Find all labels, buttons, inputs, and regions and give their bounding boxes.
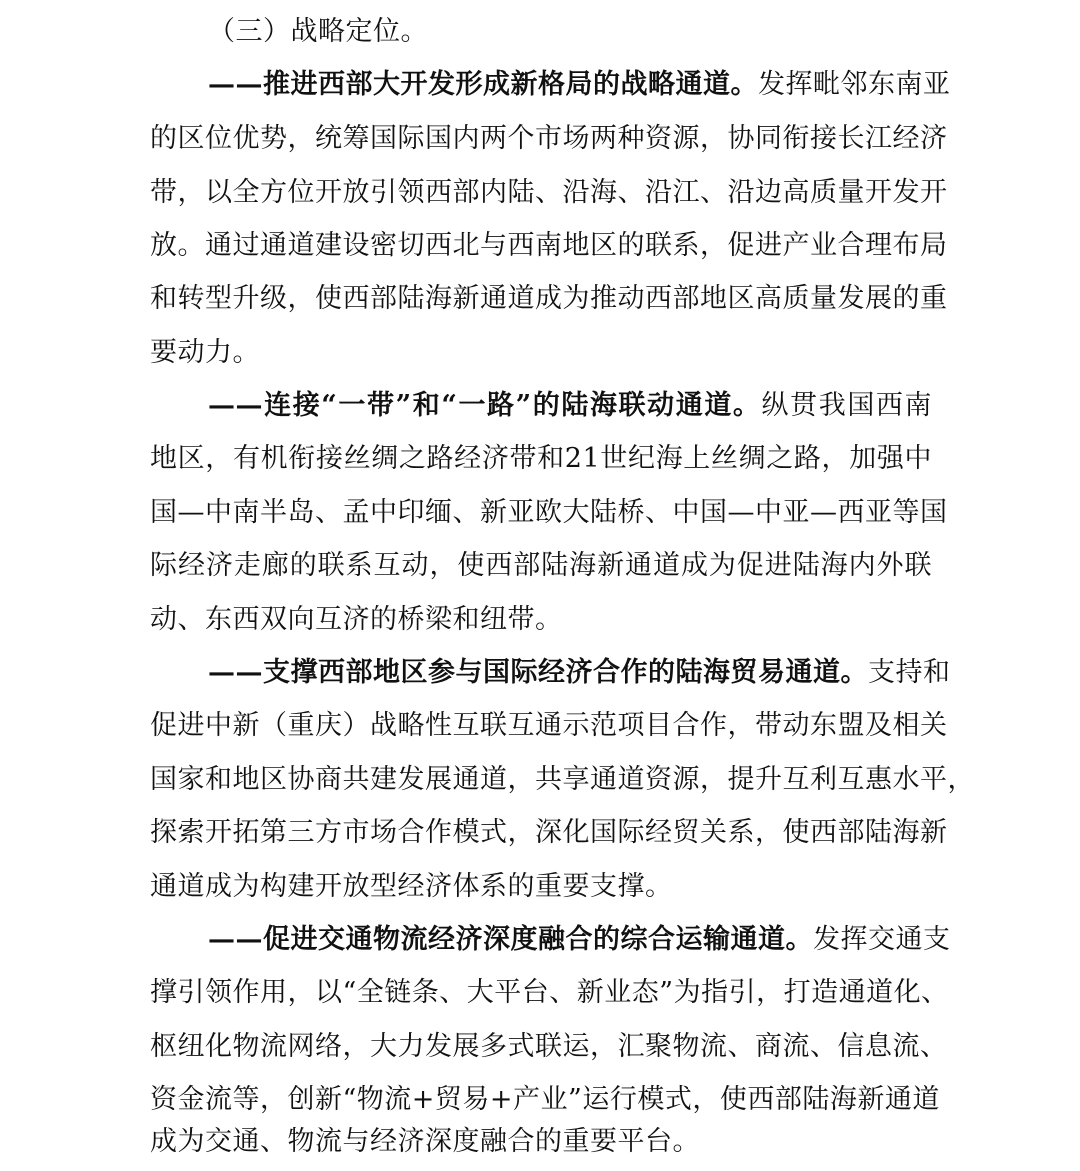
paragraph-1-first-line bbox=[208, 58, 951, 112]
paragraph-2-line: 际经济走廊的联系互动，使西部陆海新通道成为促进陆海内外联 bbox=[150, 550, 932, 581]
paragraph-2-line: 国—中南半岛、孟中印缅、新亚欧大陆桥、中国—中亚—西亚等国 bbox=[150, 497, 948, 528]
paragraph-4-lead: ——促进交通物流经济深度融合的综合运输通道。 bbox=[208, 924, 813, 955]
paragraph-4-line: 成为交通、物流与经济深度融合的重要平台。 bbox=[150, 1126, 700, 1157]
paragraph-2-first-line bbox=[208, 379, 932, 433]
paragraph-4-line: 撑引领作用，以“全链条、大平台、新业态”为指引，打造通道化、 bbox=[150, 977, 949, 1008]
paragraph-4-first-line bbox=[208, 913, 951, 967]
paragraph-3-first-line bbox=[208, 646, 951, 700]
paragraph-1-line: 的区位优势，统筹国际国内两个市场两种资源，协同衔接长江经济 bbox=[150, 123, 948, 154]
paragraph-2-first-rest: 纵贯我国西南 bbox=[761, 390, 933, 421]
paragraph-2-line: 地区，有机衔接丝绸之路经济带和21世纪海上丝绸之路，加强中 bbox=[150, 443, 932, 474]
paragraph-3-first-rest: 支持和 bbox=[868, 657, 951, 688]
paragraph-1-line: 和转型升级，使西部陆海新通道成为推动西部地区高质量发展的重 bbox=[150, 283, 948, 314]
paragraph-1-line: 带，以全方位开放引领西部内陆、沿海、沿江、沿边高质量开发开 bbox=[150, 177, 948, 208]
paragraph-3-line: 探索开拓第三方市场合作模式，深化国际经贸关系，使西部陆海新 bbox=[150, 817, 948, 848]
paragraph-1-line: 放。通过通道建设密切西北与西南地区的联系，促进产业合理布局 bbox=[150, 230, 948, 261]
paragraph-4-line: 资金流等，创新“物流+贸易+产业”运行模式，使西部陆海新通道 bbox=[150, 1084, 940, 1115]
paragraph-3-line: 国家和地区协商共建发展通道，共享通道资源，提升互利互惠水平， bbox=[150, 764, 975, 795]
paragraph-2-line: 动、东西双向互济的桥梁和纽带。 bbox=[150, 604, 563, 635]
paragraph-1-first-rest: 发挥毗邻东南亚 bbox=[758, 69, 951, 100]
paragraph-1-lead: ——推进西部大开发形成新格局的战略通道。 bbox=[208, 69, 758, 100]
paragraph-3-line: 促进中新（重庆）战略性互联互通示范项目合作，带动东盟及相关 bbox=[150, 710, 948, 741]
paragraph-3-line: 通道成为构建开放型经济体系的重要支撑。 bbox=[150, 871, 673, 902]
paragraph-3-lead: ——支撑西部地区参与国际经济合作的陆海贸易通道。 bbox=[208, 657, 868, 688]
section-heading: （三）战略定位。 bbox=[208, 16, 428, 47]
paragraph-4-line: 枢纽化物流网络，大力发展多式联运，汇聚物流、商流、信息流、 bbox=[150, 1031, 948, 1062]
paragraph-2-lead: ——连接“一带”和“一路”的陆海联动通道。 bbox=[208, 390, 762, 421]
paragraph-4-first-rest: 发挥交通支 bbox=[813, 924, 951, 955]
paragraph-1-line: 要动力。 bbox=[150, 337, 260, 368]
